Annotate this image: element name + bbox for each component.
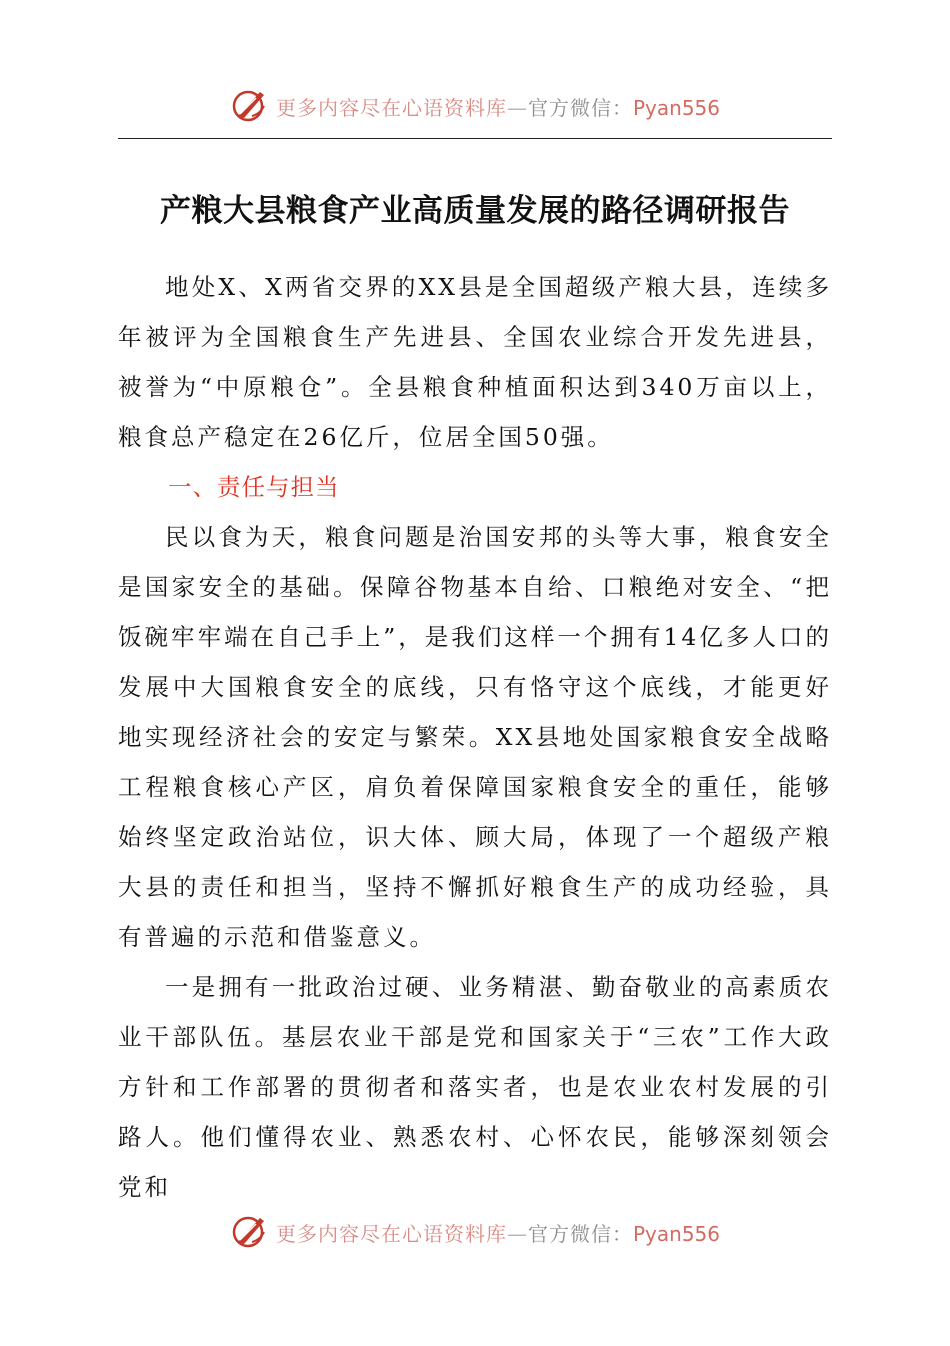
- banner-text: [276, 92, 720, 121]
- banner-brand: 更多内容尽在心语资料库: [275, 95, 507, 120]
- header-divider: [118, 138, 832, 139]
- paragraph-responsibility: 民以食为天，粮食问题是治国安邦的头等大事，粮食安全是国家安全的基础。保障谷物基本自给、口粮绝对安全、“把饭碗牢牢端在自己手上”，是我们这样一个拥有14亿多人口的发展中大国粮食安全的底线，只有恪守这个底线，才能更好地实现经济社会的安定与繁荣。XX县地处国家粮食安全战略工程粮食核心产区，肩负着保障国家粮食安全的重任，能够始终坚定政治站位，识大体、顾大局，体现了一个超级产粮大县的责任和担当，坚持不懈抓好粮食生产的成功经验，具有普遍的示范和借鉴意义。: [118, 523, 832, 951]
- banner-wechat-label: 官方微信：: [527, 95, 633, 120]
- banner-dash: —: [506, 1221, 528, 1246]
- header-banner: [0, 84, 950, 128]
- paragraph-cadres: 一是拥有一批政治过硬、业务精湛、勤奋敬业的高素质农业干部队伍。基层农业干部是党和国家关于“三农”工作大政方针和工作部署的贯彻者和落实者，也是农业农村发展的引路人。他们懂得农业、熟悉农村、心怀农民，能够深刻领会党和: [118, 973, 832, 1201]
- footer-banner: [0, 1210, 950, 1254]
- section-heading: 一、责任与担当: [168, 473, 340, 501]
- banner-dash: —: [506, 95, 528, 120]
- quill-logo-icon: [230, 86, 270, 126]
- banner-text: [276, 1218, 720, 1247]
- quill-logo-icon: [230, 1212, 270, 1252]
- banner-wechat-id: Pyan556: [632, 1221, 720, 1246]
- document-title: 产粮大县粮食产业高质量发展的路径调研报告: [160, 193, 790, 229]
- document-body: [118, 262, 832, 1212]
- banner-brand: 更多内容尽在心语资料库: [275, 1221, 507, 1246]
- paragraph-intro: 地处X、X两省交界的XX县是全国超级产粮大县，连续多年被评为全国粮食生产先进县、全国农业综合开发先进县，被誉为“中原粮仓”。全县粮食种植面积达到340万亩以上，粮食总产稳定在26亿斤，位居全国50强。: [118, 273, 832, 451]
- banner-wechat-id: Pyan556: [632, 95, 720, 120]
- banner-wechat-label: 官方微信：: [527, 1221, 633, 1246]
